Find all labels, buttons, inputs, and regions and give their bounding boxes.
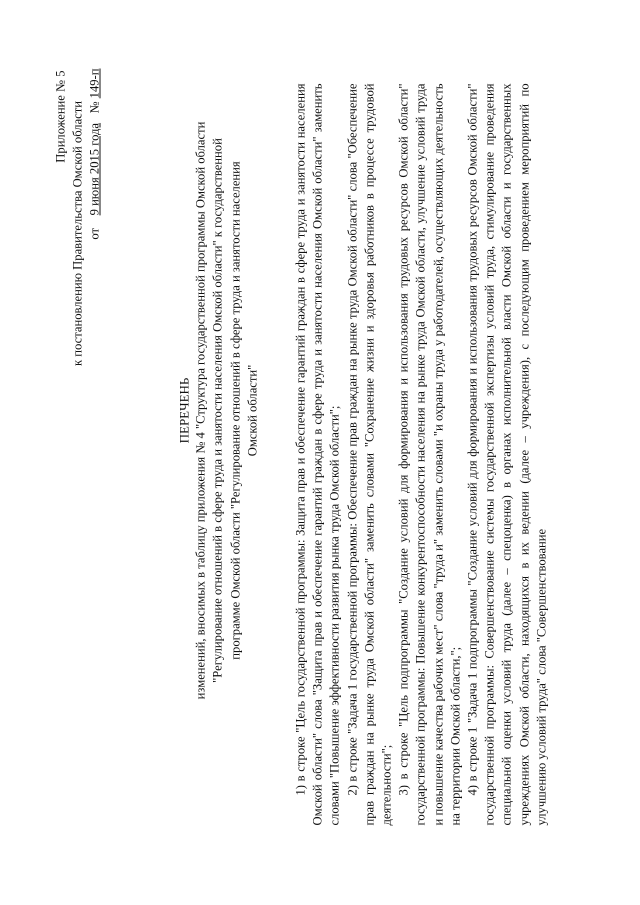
list-item: 1) в строке "Цель государственной программы: Защита прав и обеспечение гарантий граждан в сфере труда и занятости населения Омской области" слова "Защита прав и обеспечение гарантий граждан в сфере труда и занятости населения Омской области" заменить словами "Повышение эффективности развития рынка труда Омской области"; [293, 83, 342, 825]
title-line-4: Омской области" [244, 364, 259, 456]
title-line-3: программе Омской области "Регулирование отношений в сфере труда и занятости населения [227, 160, 242, 660]
appendix-header [52, 68, 104, 398]
decree-date: 9 июня 2015 года [87, 122, 102, 215]
appendix-number: Приложение № 5 [53, 70, 67, 163]
appendix-decree-ref: к постановлению Правительства Омской области [70, 100, 85, 366]
list-item: 2) в строке "Задача 1 государственной программы: Обеспечение прав граждан на рынке труда Омской области" слова "Обеспечение прав граждан на рынке труда Омской области" заменить словами "Сохранение жизни и здоровья работников в процессе трудовой деятельности"; [344, 83, 394, 825]
number-prefix: № [87, 100, 102, 114]
list-item: 4) в строке 1 "Задача 1 подпрограммы "Создание условий для формирования и использования трудовых ресурсов Омской области" государственной программы: Совершенствование системы государственной экспертизы условий труда, стимулирование проведения специальной оценки условий труда (далее – спецоценка) в органах исполнительной власти Омской области и государственных учреждениях Омской области, находящихся в их ведении (далее – учреждения), с последующим проведением мероприятий по улучшению условий труда" слова "Совершенствование [465, 83, 548, 825]
title-heading: ПЕРЕЧЕНЬ [176, 377, 191, 443]
date-prefix: от [87, 227, 102, 240]
title-line-1: изменений, вносимых в таблицу приложения № 4 "Структура государственной программы Омской области [193, 121, 208, 699]
document-title [175, 65, 261, 755]
title-line-2: "Регулирование отношений в сфере труда и занятости населения Омской области" к государственной [210, 137, 225, 683]
appendix-date-line [86, 68, 103, 398]
decree-number: 149-п [87, 68, 102, 98]
list-item: 3) в строке "Цель подпрограммы "Создание условий для формирования и использования трудовых ресурсов Омской области" государственной программы: Повышение конкурентоспособности населения на рынке труда Омской области, улучшение условий труда и повышение качества рабочих мест" слова "труда и" заменить словами "и охраны труда у работодателей, осуществляющих деятельность на территории Омской области,"; [396, 83, 462, 825]
document-body [292, 83, 550, 825]
